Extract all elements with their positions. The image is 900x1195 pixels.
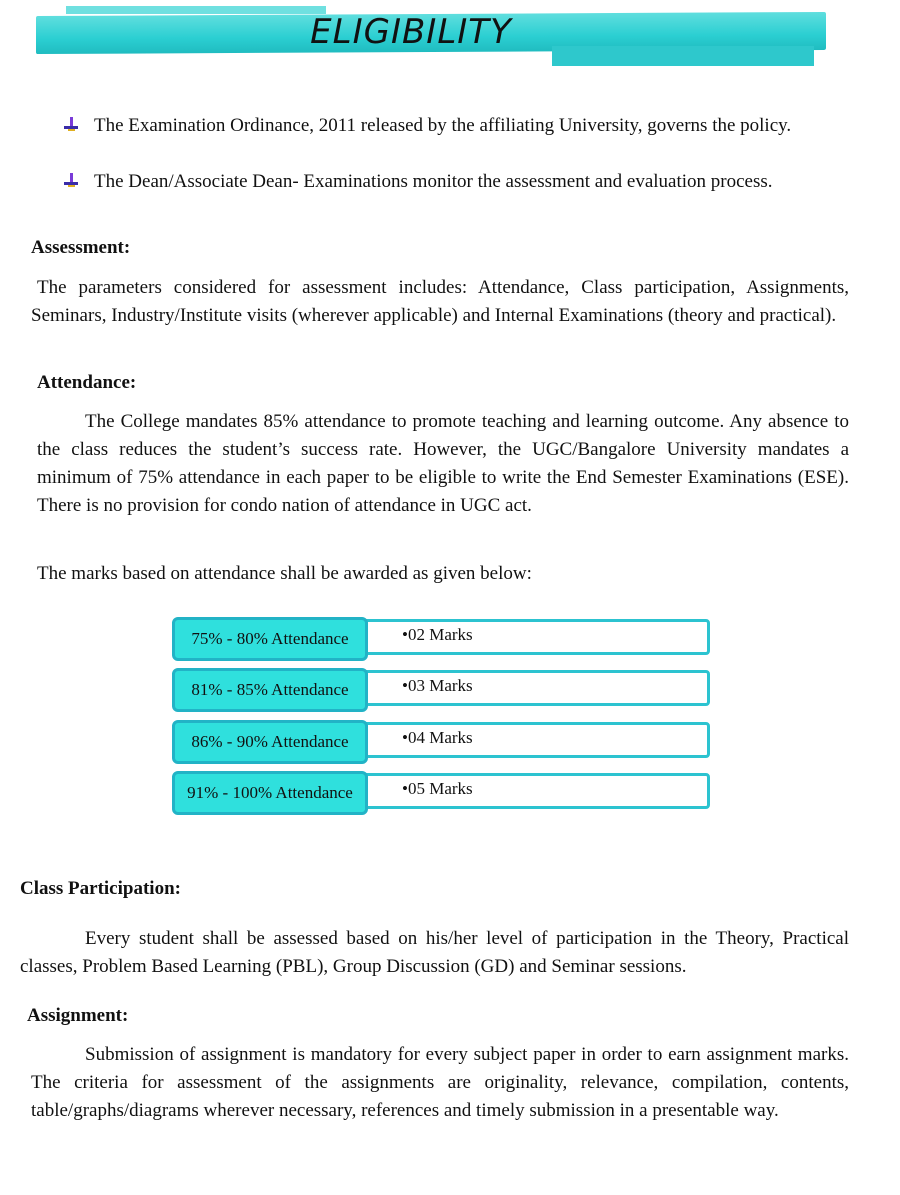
attendance-range: 86% - 90% Attendance	[172, 720, 368, 764]
class-participation-heading: Class Participation:	[20, 878, 181, 899]
class-participation-paragraph: Every student shall be assessed based on his/her level of participation in the Theory, Practical classes, Problem Based Learning (PBL), Group Discussion (GD) and Seminar sessions.	[20, 928, 849, 977]
attendance-range: 81% - 85% Attendance	[172, 668, 368, 712]
bullet-arrow-icon	[64, 117, 78, 131]
attendance-marks-row	[172, 720, 712, 760]
page-title: ELIGIBILITY	[310, 12, 512, 52]
marks-value: •04 Marks	[402, 728, 473, 747]
bullet-item: The Examination Ordinance, 2011 released by the affiliating University, governs the policy.	[94, 115, 792, 136]
assessment-paragraph: The parameters considered for assessment includes: Attendance, Class participation, Assignments, Seminars, Industry/Institute visits (wherever applicable) and Internal Examinations (theory and practical).	[31, 277, 849, 326]
assignment-paragraph: Submission of assignment is mandatory for every subject paper in order to earn assignment marks. The criteria for assessment of the assignments are originality, relevance, compilation, contents, table/graphs/diagrams wherever necessary, references and timely submission in a presentable way.	[31, 1044, 849, 1121]
attendance-paragraph: The College mandates 85% attendance to promote teaching and learning outcome. Any absence to the class reduces the student’s success rate. However, the UGC/Bangalore University mandates a minimum of 75% attendance in each paper to be eligible to write the End Semester Examinations (ESE). There is no provision for condo nation of attendance in UGC act.	[37, 411, 849, 516]
attendance-range: 75% - 80% Attendance	[172, 617, 368, 661]
bullet-item: The Dean/Associate Dean- Examinations monitor the assessment and evaluation process.	[94, 171, 773, 192]
attendance-heading: Attendance:	[37, 372, 137, 393]
marks-intro: The marks based on attendance shall be awarded as given below:	[37, 563, 532, 584]
banner-accent-bottom	[552, 46, 814, 66]
marks-value: •02 Marks	[402, 625, 473, 644]
attendance-marks-row	[172, 617, 712, 657]
marks-value: •03 Marks	[402, 676, 473, 695]
assessment-heading: Assessment:	[31, 237, 131, 258]
attendance-range: 91% - 100% Attendance	[172, 771, 368, 815]
attendance-marks-row	[172, 771, 712, 811]
title-banner	[36, 6, 826, 52]
attendance-marks-row	[172, 668, 712, 708]
bullet-arrow-icon	[64, 173, 78, 187]
assignment-heading: Assignment:	[27, 1005, 129, 1026]
marks-value: •05 Marks	[402, 779, 473, 798]
